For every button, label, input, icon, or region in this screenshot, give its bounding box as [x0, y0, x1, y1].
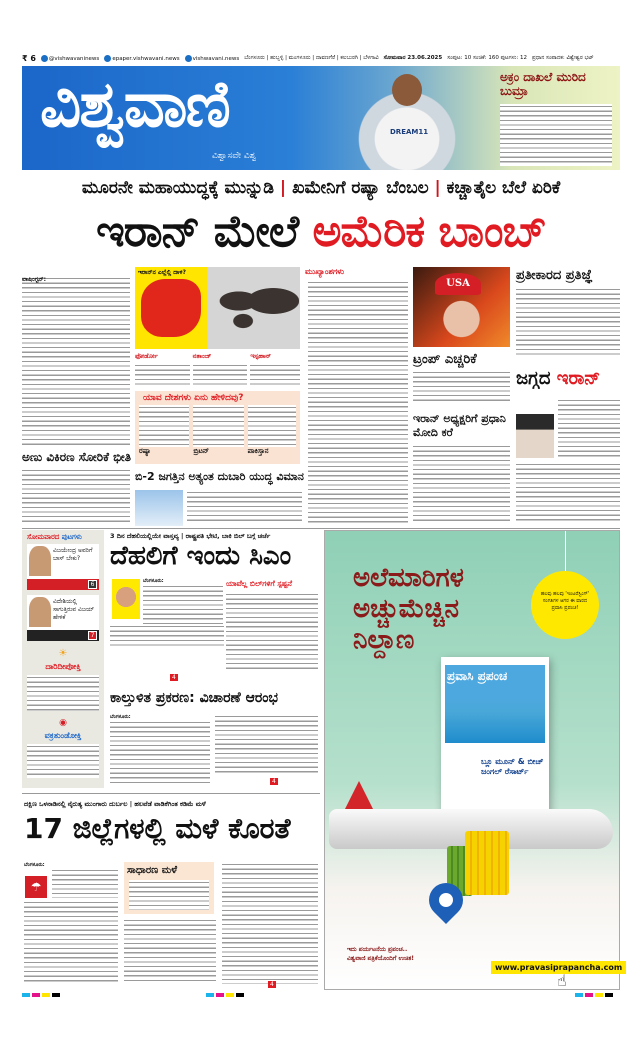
- epaper-link[interactable]: epaper.vishwavani.news: [104, 55, 179, 62]
- modi-body: [413, 444, 510, 524]
- tagline: ವಿಶ್ವಾಸವೇ ವಿಶ್ವ: [212, 151, 257, 161]
- rain-body-3: [124, 918, 216, 982]
- pravasi-prapancha-ad[interactable]: [324, 530, 623, 990]
- rain-kicker: ದಕ್ಷಿಣ ಒಳನಾಡಿನಲ್ಲಿ ನೈರುತ್ಯ ಮುಂಗಾರು ದುರ್ಬಲ | ಹಲವೆಡೆ ವಾಡಿಕೆಗಿಂತ ಕಡಿಮೆ ಮಳೆ: [24, 800, 206, 808]
- stampede-dateline: ಬೆಂಗಳೂರು:: [110, 714, 131, 720]
- iran-defiant-headline[interactable]: ಜಗ್ಗದ ಇರಾನ್: [516, 368, 601, 389]
- highlights-title: ಮುಖ್ಯಾಂಶಗಳು: [305, 267, 345, 276]
- lead-headline[interactable]: ಇರಾನ್ ಮೇಲೆ ಅಮೆರಿಕ ಬಾಂಬ್: [96, 206, 546, 257]
- promo-body: [500, 104, 612, 166]
- cm-dateline: ಬೆಂಗಳೂರು:: [143, 578, 164, 584]
- khamenei-photo: [516, 414, 554, 458]
- cmyk-marks: [206, 993, 244, 997]
- country-pakistan: ಪಾಕಿಸ್ತಾನ: [247, 447, 269, 455]
- price: ₹ 6: [22, 53, 36, 63]
- editions: ಬೆಂಗಳೂರು | ಹುಬ್ಬಳ್ಳಿ | ಮಂಗಳೂರು | ದಾವಣಗೆರೆ | ಕಲಬುರಗಿ | ಬೆಳಗಾವಿ: [244, 54, 379, 61]
- page-number: 7: [88, 631, 97, 640]
- strike-sites: [135, 352, 300, 385]
- sun-icon: ☀: [58, 648, 68, 659]
- twitter-icon: [41, 55, 48, 62]
- cm-headline[interactable]: ದೆಹಲಿಗೆ ಇಂದು ಸಿಎಂ: [110, 541, 292, 571]
- map-title: ಇರಾನ್‌ನ ಎಲ್ಲೆಲ್ಲಿ ದಾಳಿ?: [138, 269, 186, 276]
- radiation-body: [22, 468, 130, 524]
- rain-body-2: [24, 900, 118, 984]
- issue-date: ಸೋಮವಾರ 23.06.2025: [383, 54, 443, 61]
- newspaper-logo[interactable]: ವಿಶ್ವವಾಣಿ: [40, 68, 229, 142]
- iran-strike-map: [135, 267, 300, 349]
- hand-pointer-icon: ☝: [557, 971, 567, 990]
- sidebar-title: ಸೋಮವಾರದ ಪುಟಗಳು: [27, 533, 82, 541]
- magazine-cover: [441, 657, 549, 829]
- trump-body: [413, 370, 510, 404]
- sports-promo[interactable]: [500, 70, 618, 98]
- divider: [22, 528, 620, 529]
- magazine-story: ಬ್ಲೂ ಮೂನ್ & ಬೀಚ್ ಜಂಗಲ್ ರೆಸಾರ್ಟ್: [481, 757, 544, 776]
- b2-body: [187, 490, 302, 524]
- volume-info: ಸಂಪುಟ: 10 ಸಂಚಿಕೆ: 160 ಪುಟಗಳು: 12: [447, 54, 527, 61]
- vow-body: [516, 287, 620, 357]
- page-ref[interactable]: 4: [172, 674, 176, 681]
- sidebar-card[interactable]: ವಿದೇಶಿಯಲ್ಲಿ ಸಾಗುತ್ತಿರುವ ವಿಜಯ್ ಹೇಳಿಕೆ 7: [27, 595, 99, 641]
- ad-badge: ಹಲವು ಹಲವು 'ಇಂಟರೆಸ್ಟಿಂಗ್' ಸಂಗತಿಗಳ ಆಗರ ಈ ವಾರದ ಪ್ರವಾಸಿ ಪ್ರಪಂಚ!: [531, 571, 599, 639]
- stampede-body-2: [215, 714, 318, 774]
- divider: [22, 793, 320, 794]
- globe-icon: [185, 55, 192, 62]
- bills-list: [226, 592, 318, 672]
- columnist-photo: [29, 597, 51, 627]
- quote1-body: [27, 675, 99, 711]
- airplane-tail: [345, 781, 373, 809]
- magazine-title: ಪ್ರವಾಸಿ ಪ್ರಪಂಚ: [447, 669, 508, 683]
- suitcase-yellow: [465, 831, 509, 895]
- page-ref[interactable]: 4: [270, 981, 274, 988]
- rain-body: [52, 868, 118, 898]
- bills-title: ಯಾವೆಲ್ಲ ಬಿಲ್‌ಗಳಿಗೆ ಸ್ಪಷ್ಟನೆ: [226, 579, 293, 588]
- cmyk-marks: [575, 993, 613, 997]
- moderate-rain-box: [124, 862, 214, 914]
- cmyk-marks: [22, 993, 60, 997]
- world-map: [213, 281, 299, 331]
- website-link[interactable]: vishwavani.news: [185, 55, 240, 62]
- ad-headline: ಅಲೆಮಾರಿಗಳ ಅಚ್ಚುಮೆಚ್ಚಿನ ನಿಲ್ದಾಣ: [353, 563, 464, 655]
- site-fordow: ಫೋರ್ಡೋ: [135, 352, 158, 360]
- monday-pages-sidebar: [22, 530, 104, 788]
- site-isfahan: ಇಸ್ಫಹಾನ್: [250, 352, 272, 360]
- top-info-strip: [22, 52, 622, 64]
- stampede-body: [110, 720, 210, 786]
- usa-cap: USA: [435, 273, 481, 295]
- quote2-title: ವಕ್ರತುಂಡೋಕ್ತಿ: [44, 731, 82, 740]
- globe-icon: [104, 55, 111, 62]
- twitter-handle[interactable]: @vishwavaninews: [41, 55, 99, 62]
- box-title: ಸಾಧಾರಣ ಮಳೆ: [127, 865, 178, 876]
- subhead-radiation: ಅಣು ವಿಕಿರಣ ಸೋರಿಕೆ ಭೀತಿ: [22, 450, 132, 464]
- cm-kicker: 3 ದಿನ ದೆಹಲಿಯಲ್ಲಿಯೇ ವಾಸ್ತವ್ಯ | ರಾಷ್ಟ್ರಪತಿ ಭೇಟಿ, ಬಾಕಿ ಬಿಲ್ ಬಗ್ಗೆ ಚರ್ಚೆ: [110, 532, 271, 540]
- editor-credit: ಪ್ರಧಾನ ಸಂಪಾದಕ: ವಿಶ್ವೇಶ್ವರ ಭಟ್: [531, 54, 594, 61]
- country-britain: ಬ್ರಿಟನ್: [193, 447, 210, 455]
- country-russia: ರಷ್ಯಾ: [139, 447, 151, 455]
- cm-body: [143, 584, 223, 624]
- cm-body-2: [110, 624, 224, 648]
- masthead: [22, 66, 620, 170]
- highlights-list: [308, 280, 408, 525]
- columnist-photo: [29, 546, 51, 576]
- iran-body-1: [558, 398, 620, 458]
- site-natanz: ನತಾಂಜ್: [192, 352, 212, 360]
- jersey-sponsor: DREAM11: [390, 128, 429, 136]
- rain-headline[interactable]: 17 ಜಿಲ್ಲೆಗಳಲ್ಲಿ ಮಳೆ ಕೊರತೆ: [24, 812, 291, 845]
- lead-body: [22, 276, 130, 445]
- sidebar-card[interactable]: ವಿಜಯೇಂದ್ರ ಅವರಿಗೆ ಬಾಸ್ ಬೇಕು? 6: [27, 544, 99, 590]
- rain-body-4: [222, 862, 318, 984]
- quote2-body: [27, 744, 99, 778]
- lead-story: [22, 266, 130, 283]
- cricketer-photo: [332, 66, 482, 170]
- dateline: ವಾಷಿಂಗ್ಟನ್:: [22, 276, 47, 283]
- quote1-title: ದಾರಿದೀಪೋಕ್ತಿ: [45, 662, 81, 671]
- eye-icon: ◉: [59, 718, 67, 728]
- ad-url-link[interactable]: www.pravasiprapancha.com: [491, 961, 626, 974]
- lead-kicker: ಮೂರನೇ ಮಹಾಯುದ್ಧಕ್ಕೆ ಮುನ್ನುಡಿ | ಖಮೇನಿಗೆ ರಷ್ಯಾ ಬೆಂಬಲ | ಕಚ್ಚಾತೈಲ ಬೆಲೆ ಏರಿಕೆ: [81, 178, 561, 198]
- iran-body-2: [516, 462, 620, 524]
- b2-headline[interactable]: ಬಿ-2 ಜಗತ್ತಿನ ಅತ್ಯಂತ ದುಬಾರಿ ಯುದ್ಧ ವಿಮಾನ: [135, 470, 304, 483]
- vow-headline[interactable]: ಪ್ರತೀಕಾರದ ಪ್ರತಿಜ್ಞೆ: [516, 268, 593, 283]
- rain-dateline: ಬೆಂಗಳೂರು:: [24, 862, 45, 868]
- rain-cloud-icon: ☂: [25, 876, 47, 898]
- trump-photo: [413, 267, 510, 347]
- page-ref[interactable]: 4: [272, 778, 276, 785]
- trump-headline[interactable]: ಟ್ರಂಪ್ ಎಚ್ಚರಿಕೆ: [413, 352, 477, 367]
- cm-photo: [112, 579, 140, 619]
- reactions-panel: [135, 391, 300, 464]
- ad-free-note: ಇದು ಪರ್ಯಟನೆಯ ಪ್ರಪಂಚ.. ವಿಶ್ವವಾಣಿ ಪತ್ರಿಕೆಯೊಂದಿಗೆ ಉಚಿತ!: [347, 946, 415, 962]
- modi-headline[interactable]: ಇರಾನ್ ಅಧ್ಯಕ್ಷರಿಗೆ ಪ್ರಧಾನಿ ಮೋದಿ ಕರೆ: [413, 412, 506, 439]
- reactions-title: ಯಾವ ದೇಶಗಳು ಏನು ಹೇಳಿದವು?: [143, 393, 244, 403]
- promo-title: ಅಕ್ರಂ ದಾಖಲೆ ಮುರಿದ ಬುಮ್ರಾ: [500, 70, 586, 98]
- page-number: 6: [88, 580, 97, 589]
- stampede-headline[interactable]: ಕಾಲ್ತುಳಿತ ಪ್ರಕರಣ: ವಿಚಾರಣೆ ಆರಂಭ: [110, 690, 278, 706]
- b2-bomber-photo: [135, 490, 183, 526]
